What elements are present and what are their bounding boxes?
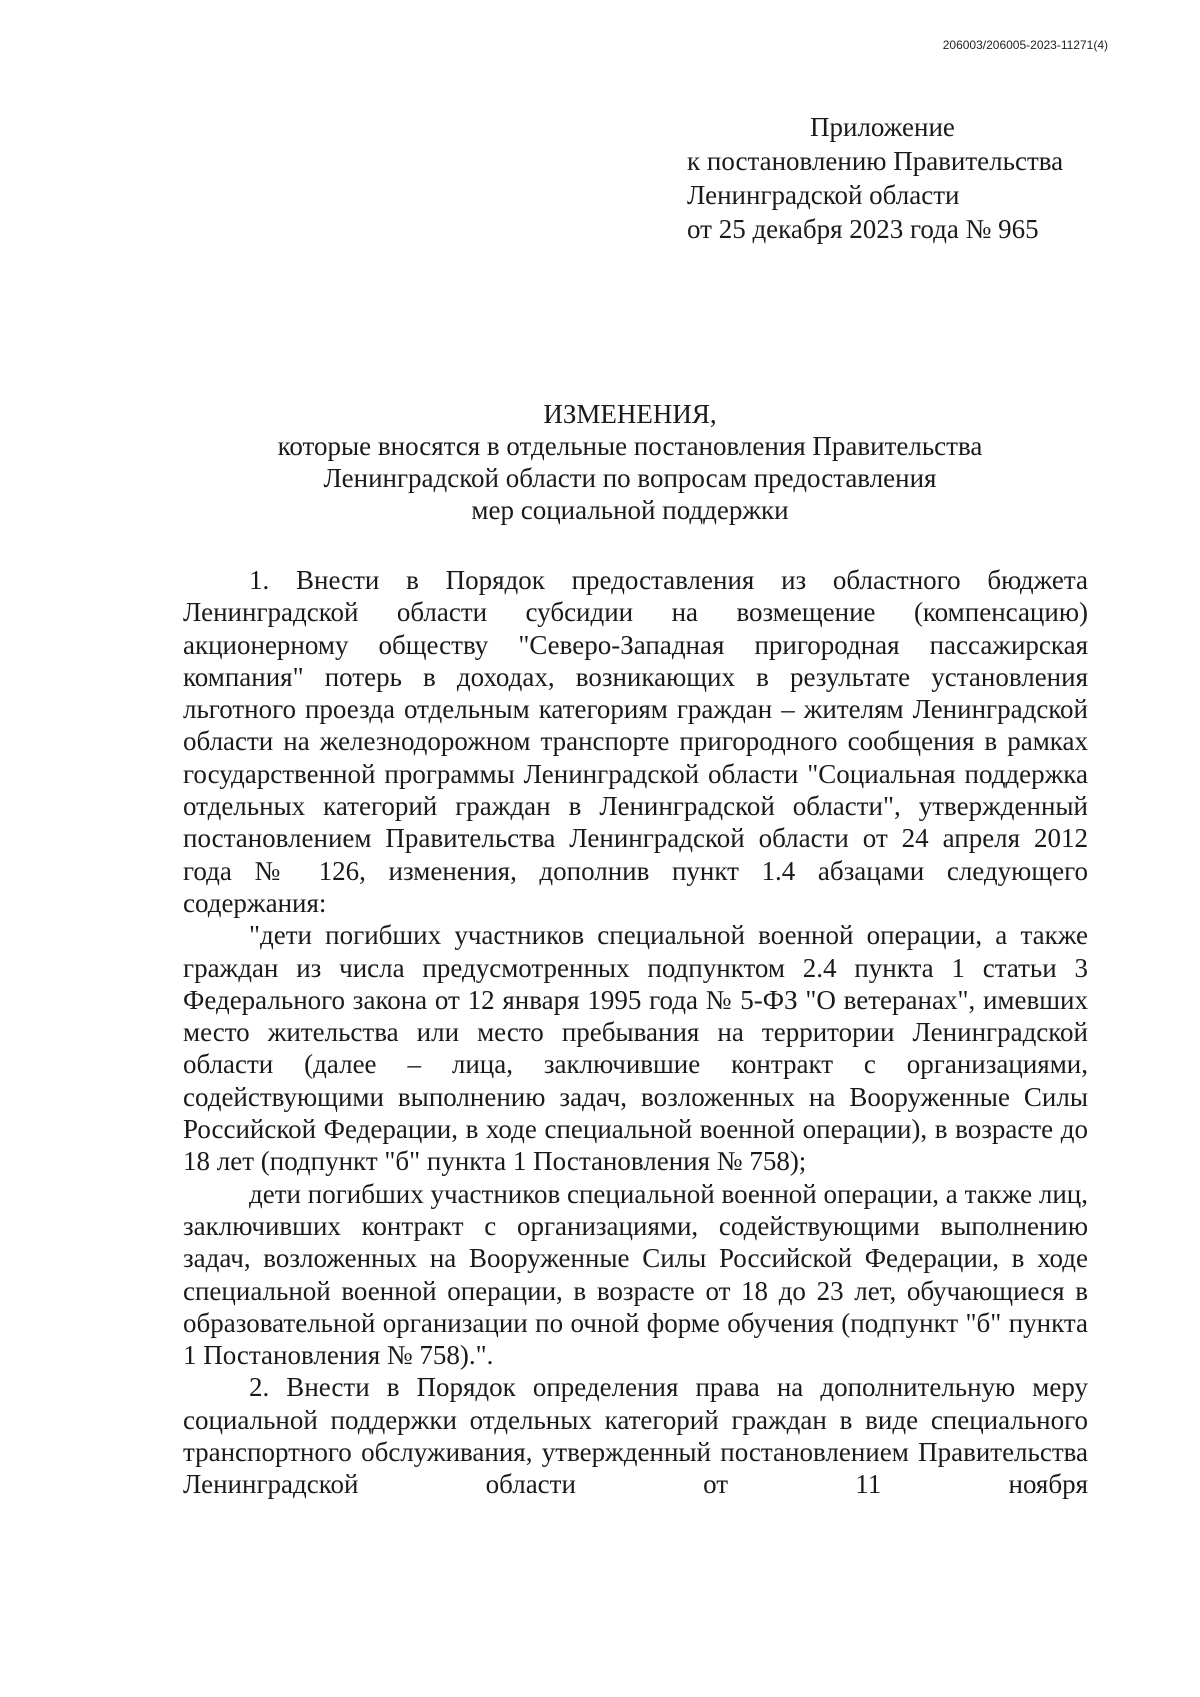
appendix-header bbox=[687, 110, 1063, 246]
document-registration-number: 206003/206005-2023-11271(4) bbox=[942, 38, 1108, 52]
appendix-line-1: Приложение bbox=[810, 112, 955, 142]
paragraph-1: 1. Внести в Порядок предоставления из областного бюджета Ленинградской области субсидии на возмещение (компенсацию) акционерному обществу "Северо-Западная пригородная пассажирская компания" потерь в доходах, возникающих в результате установления льготного проезда отдельным категориям граждан – жителям Ленинградской области на железнодорожном транспорте пригородного сообщения в рамках государственной программы Ленинградской области "Социальная поддержка отдельных категорий граждан в Ленинградской области", утвержденный постановлением Правительства Ленинградской области от 24 апреля 2012 года № 126, изменения, дополнив пункт 1.4 абзацами следующего содержания: bbox=[183, 565, 1088, 918]
document-body bbox=[183, 564, 1088, 1501]
title-heading: ИЗМЕНЕНИЯ, bbox=[543, 399, 717, 429]
document-title bbox=[180, 398, 1080, 526]
appendix-line-2: к постановлению Правительства bbox=[687, 146, 1064, 176]
title-subline-1: которые вносятся в отдельные постановления Правительства bbox=[277, 431, 983, 461]
title-subline-2: Ленинградской области по вопросам предоставления bbox=[323, 463, 937, 493]
paragraph-3: дети погибших участников специальной военной операции, а также лиц, заключивших контракт с организациями, содействующими выполнению задач, возложенных на Вооруженные Силы Российской Федерации, в ходе специальной военной операции, в возрасте от 18 до 23 лет, обучающиеся в образовательной организации по очной форме обучения (подпункт "б" пункта 1 Постановления № 758).". bbox=[183, 1178, 1088, 1371]
paragraph-4: 2. Внести в Порядок определения права на дополнительную меру социальной поддержки отдельных категорий граждан в виде специального транспортного обслуживания, утвержденный постановлением Правительства Ленинградской области от 11 ноября bbox=[183, 1372, 1088, 1500]
title-subline-3: мер социальной поддержки bbox=[471, 495, 789, 525]
appendix-line-3: Ленинградской области bbox=[687, 180, 960, 210]
appendix-line-4: от 25 декабря 2023 года № 965 bbox=[687, 214, 1039, 244]
paragraph-2: "дети погибших участников специальной военной операции, а также граждан из числа предусмотренных подпунктом 2.4 пункта 1 статьи 3 Федерального закона от 12 января 1995 года № 5-ФЗ "О ветеранах", имевших место жительства или место пребывания на территории Ленинградской области (далее – лица, заключившие контракт с организациями, содействующими выполнению задач, возложенных на Вооруженные Силы Российской Федерации, в ходе специальной военной операции), в возрасте до 18 лет (подпункт "б" пункта 1 Постановления № 758); bbox=[183, 920, 1088, 1177]
